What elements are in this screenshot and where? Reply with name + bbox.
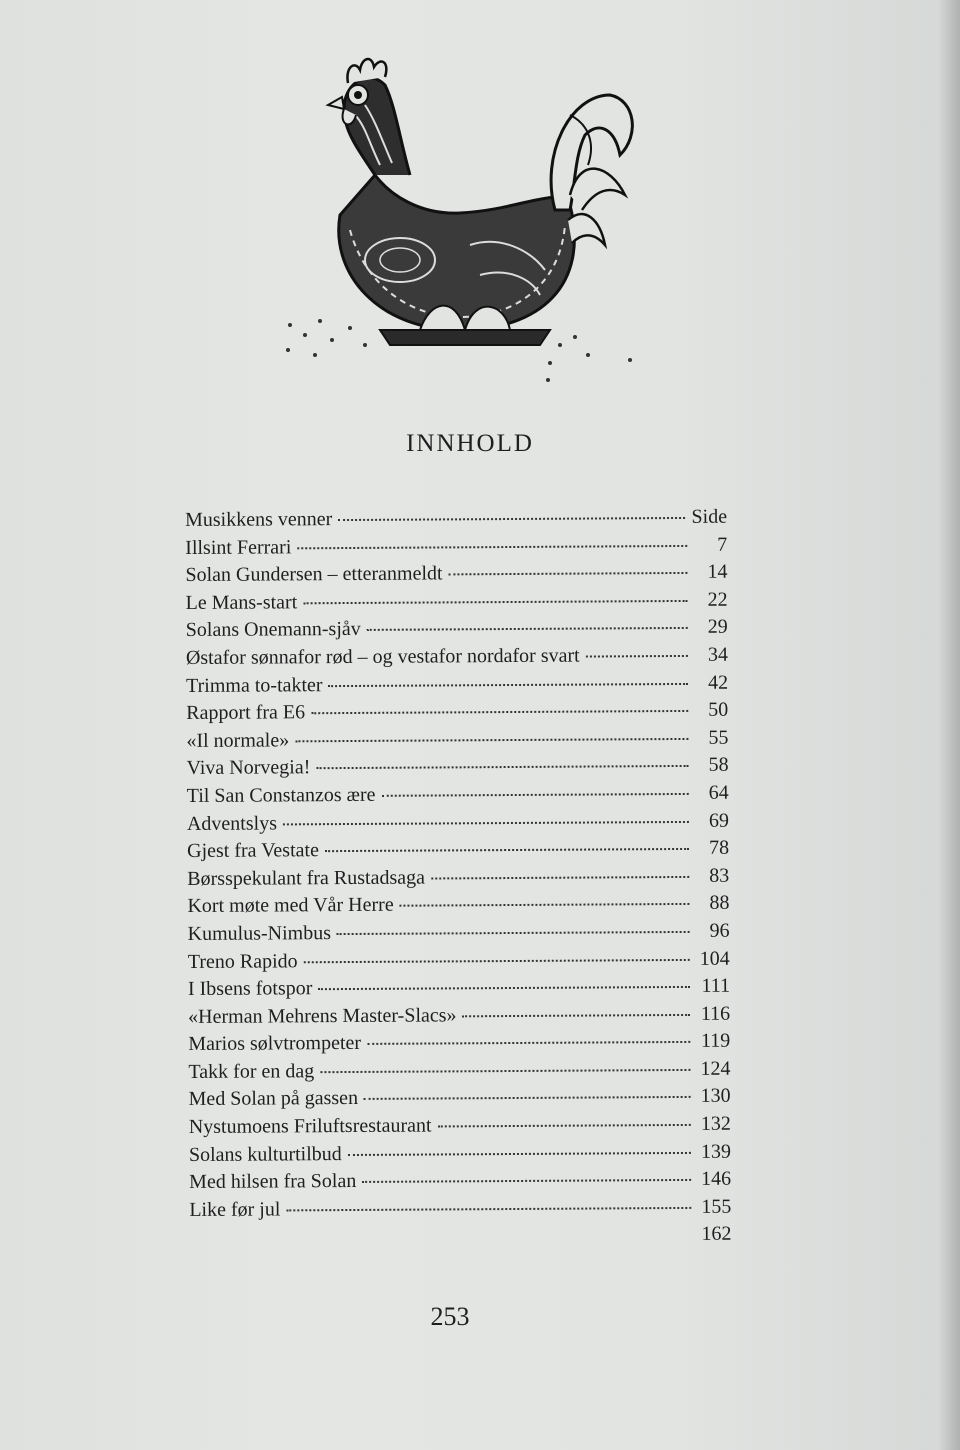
toc-dot-leader bbox=[431, 876, 689, 880]
toc-dot-leader bbox=[449, 572, 688, 575]
toc-entry-page: 119 bbox=[700, 1029, 731, 1053]
toc-dot-leader bbox=[338, 517, 685, 521]
toc-dot-leader bbox=[329, 682, 689, 686]
toc-entry bbox=[186, 724, 728, 755]
toc-entry-title: I Ibsens fotspor bbox=[187, 977, 313, 1001]
toc-entry-page: 146 bbox=[701, 1167, 732, 1191]
toc-entry-title: Med hilsen fra Solan bbox=[189, 1170, 357, 1194]
toc-entry-page: 155 bbox=[701, 1195, 732, 1218]
toc-entry-page: 29 bbox=[707, 616, 728, 639]
toc-entry-page: 162 bbox=[701, 1223, 732, 1246]
toc-entry-page: 69 bbox=[708, 809, 729, 832]
toc-entry-page: 83 bbox=[709, 864, 730, 887]
toc-entry-title: Til San Constanzos ære bbox=[186, 783, 376, 807]
page-edge-shadow bbox=[938, 0, 960, 1450]
toc-entry bbox=[188, 1028, 730, 1059]
toc-dot-leader bbox=[283, 820, 689, 824]
toc-entry-page: 58 bbox=[708, 754, 729, 777]
toc-dot-leader bbox=[348, 1152, 691, 1156]
toc-dot-leader bbox=[367, 627, 688, 631]
toc-entry bbox=[185, 559, 727, 590]
toc-entry-title: Takk for en dag bbox=[188, 1060, 315, 1083]
toc-dot-leader bbox=[362, 1179, 691, 1183]
toc-entry-title: Solans kulturtilbud bbox=[188, 1142, 342, 1166]
toc-entry bbox=[189, 1111, 731, 1142]
toc-dot-leader bbox=[303, 600, 687, 604]
toc-dot-leader bbox=[297, 545, 687, 549]
toc-dot-leader bbox=[325, 848, 689, 852]
toc-entry bbox=[188, 1056, 730, 1087]
toc-entry-page: 130 bbox=[700, 1085, 731, 1108]
toc-entry bbox=[188, 973, 730, 1004]
toc-entry bbox=[186, 586, 728, 617]
toc-dot-leader bbox=[318, 986, 690, 990]
toc-entry bbox=[188, 945, 730, 976]
toc-entry bbox=[187, 835, 729, 866]
toc-entry-page: 139 bbox=[700, 1140, 732, 1163]
toc-entry-page: 34 bbox=[707, 643, 728, 666]
toc-entry-title: Børsspekulant fra Rustadsaga bbox=[187, 866, 426, 890]
toc-entry-title: Solans Onemann-sjåv bbox=[185, 618, 361, 642]
toc-dot-leader bbox=[337, 931, 690, 935]
toc-dot-leader bbox=[320, 1069, 690, 1073]
toc-entry-title: Kumulus-Nimbus bbox=[187, 922, 332, 945]
toc-entry-page: 116 bbox=[700, 1002, 731, 1025]
toc-dot-leader bbox=[367, 1041, 690, 1045]
toc-entry-page: 111 bbox=[701, 974, 731, 997]
toc-dot-leader bbox=[586, 655, 688, 658]
toc-dot-leader bbox=[295, 738, 688, 742]
toc-entry bbox=[186, 614, 728, 645]
toc-entry-title: Rapport fra E6 bbox=[186, 701, 306, 725]
toc-entry-title: «Il normale» bbox=[186, 729, 290, 752]
toc-dot-leader bbox=[463, 1014, 691, 1017]
toc-dot-leader bbox=[381, 793, 688, 797]
toc-entry-page: 104 bbox=[699, 947, 730, 970]
toc-entry-title: Illsint Ferrari bbox=[185, 535, 292, 559]
toc-entry-page: 124 bbox=[700, 1057, 731, 1080]
toc-entry-title: Trimma to-takter bbox=[186, 673, 323, 697]
toc-dot-leader bbox=[286, 1207, 691, 1211]
toc-entry bbox=[186, 642, 728, 673]
toc-entry-title: «Herman Mehrens Master-Slacs» bbox=[188, 1004, 457, 1028]
toc-entry bbox=[189, 1221, 731, 1252]
page-number: 253 bbox=[430, 1302, 470, 1331]
toc-entry-title: Musikkens venner bbox=[185, 508, 333, 531]
toc-dot-leader bbox=[400, 903, 690, 907]
toc-entry bbox=[187, 780, 729, 811]
toc-entry bbox=[185, 504, 727, 535]
toc-entry bbox=[187, 752, 729, 783]
toc-entry-title: Le Mans-start bbox=[185, 591, 298, 614]
toc-dot-leader bbox=[316, 765, 688, 769]
toc-entry-title: Solan Gundersen – etteranmeldt bbox=[185, 562, 443, 587]
toc-entry-title: Like før jul bbox=[189, 1198, 281, 1221]
toc-entry-page: 7 bbox=[717, 533, 728, 556]
toc-heading: INNHOLD bbox=[406, 430, 534, 457]
toc-entry bbox=[187, 807, 729, 838]
toc-entry bbox=[186, 697, 728, 728]
toc-entry-page: 55 bbox=[708, 726, 729, 749]
toc-entry-page: 132 bbox=[700, 1112, 731, 1135]
toc-entry bbox=[189, 1138, 731, 1169]
toc-entry-page: 64 bbox=[708, 781, 729, 804]
toc-entry bbox=[187, 890, 729, 921]
toc-entry-page: 42 bbox=[708, 671, 729, 694]
toc-entry bbox=[189, 1194, 731, 1225]
toc-entry-title: Adventslys bbox=[186, 811, 277, 835]
toc-entry-page: 50 bbox=[708, 698, 729, 721]
toc-entry bbox=[187, 862, 729, 893]
toc-entry-title: Nystumoens Friluftsrestaurant bbox=[188, 1114, 432, 1139]
toc-entry bbox=[185, 531, 727, 562]
rooster-bowl-icon bbox=[270, 45, 650, 395]
page-column-label: Side bbox=[691, 505, 728, 528]
toc-entry-page: 14 bbox=[707, 560, 728, 583]
toc-entry-title: Viva Norvegia! bbox=[186, 756, 311, 780]
toc-dot-leader bbox=[438, 1124, 691, 1128]
toc-entry-title: Østafor sønnafor rød – og vestafor nordafor svart bbox=[185, 644, 580, 669]
toc-dot-leader bbox=[311, 710, 688, 714]
toc-entry-page: 88 bbox=[709, 891, 730, 915]
toc-dot-leader bbox=[364, 1096, 691, 1100]
toc-entry bbox=[188, 1000, 730, 1031]
toc-entry-title: Treno Rapido bbox=[187, 949, 298, 973]
toc-entry-page: 78 bbox=[709, 836, 730, 859]
toc-entry bbox=[186, 669, 728, 700]
toc-entry-page: 22 bbox=[707, 588, 728, 611]
toc-dot-leader bbox=[304, 958, 690, 962]
toc-entry-title: Marios sølvtrompeter bbox=[188, 1032, 362, 1056]
toc-entry-title: Gjest fra Vestate bbox=[187, 839, 319, 863]
toc-entry-title: Med Solan på gassen bbox=[188, 1087, 359, 1111]
toc-entry bbox=[189, 1083, 731, 1114]
toc-entry bbox=[188, 918, 730, 949]
table-of-contents bbox=[185, 504, 732, 1252]
toc-entry bbox=[189, 1166, 731, 1197]
toc-entry-page: 96 bbox=[709, 919, 730, 942]
toc-entry-title: Kort møte med Vår Herre bbox=[187, 894, 394, 918]
